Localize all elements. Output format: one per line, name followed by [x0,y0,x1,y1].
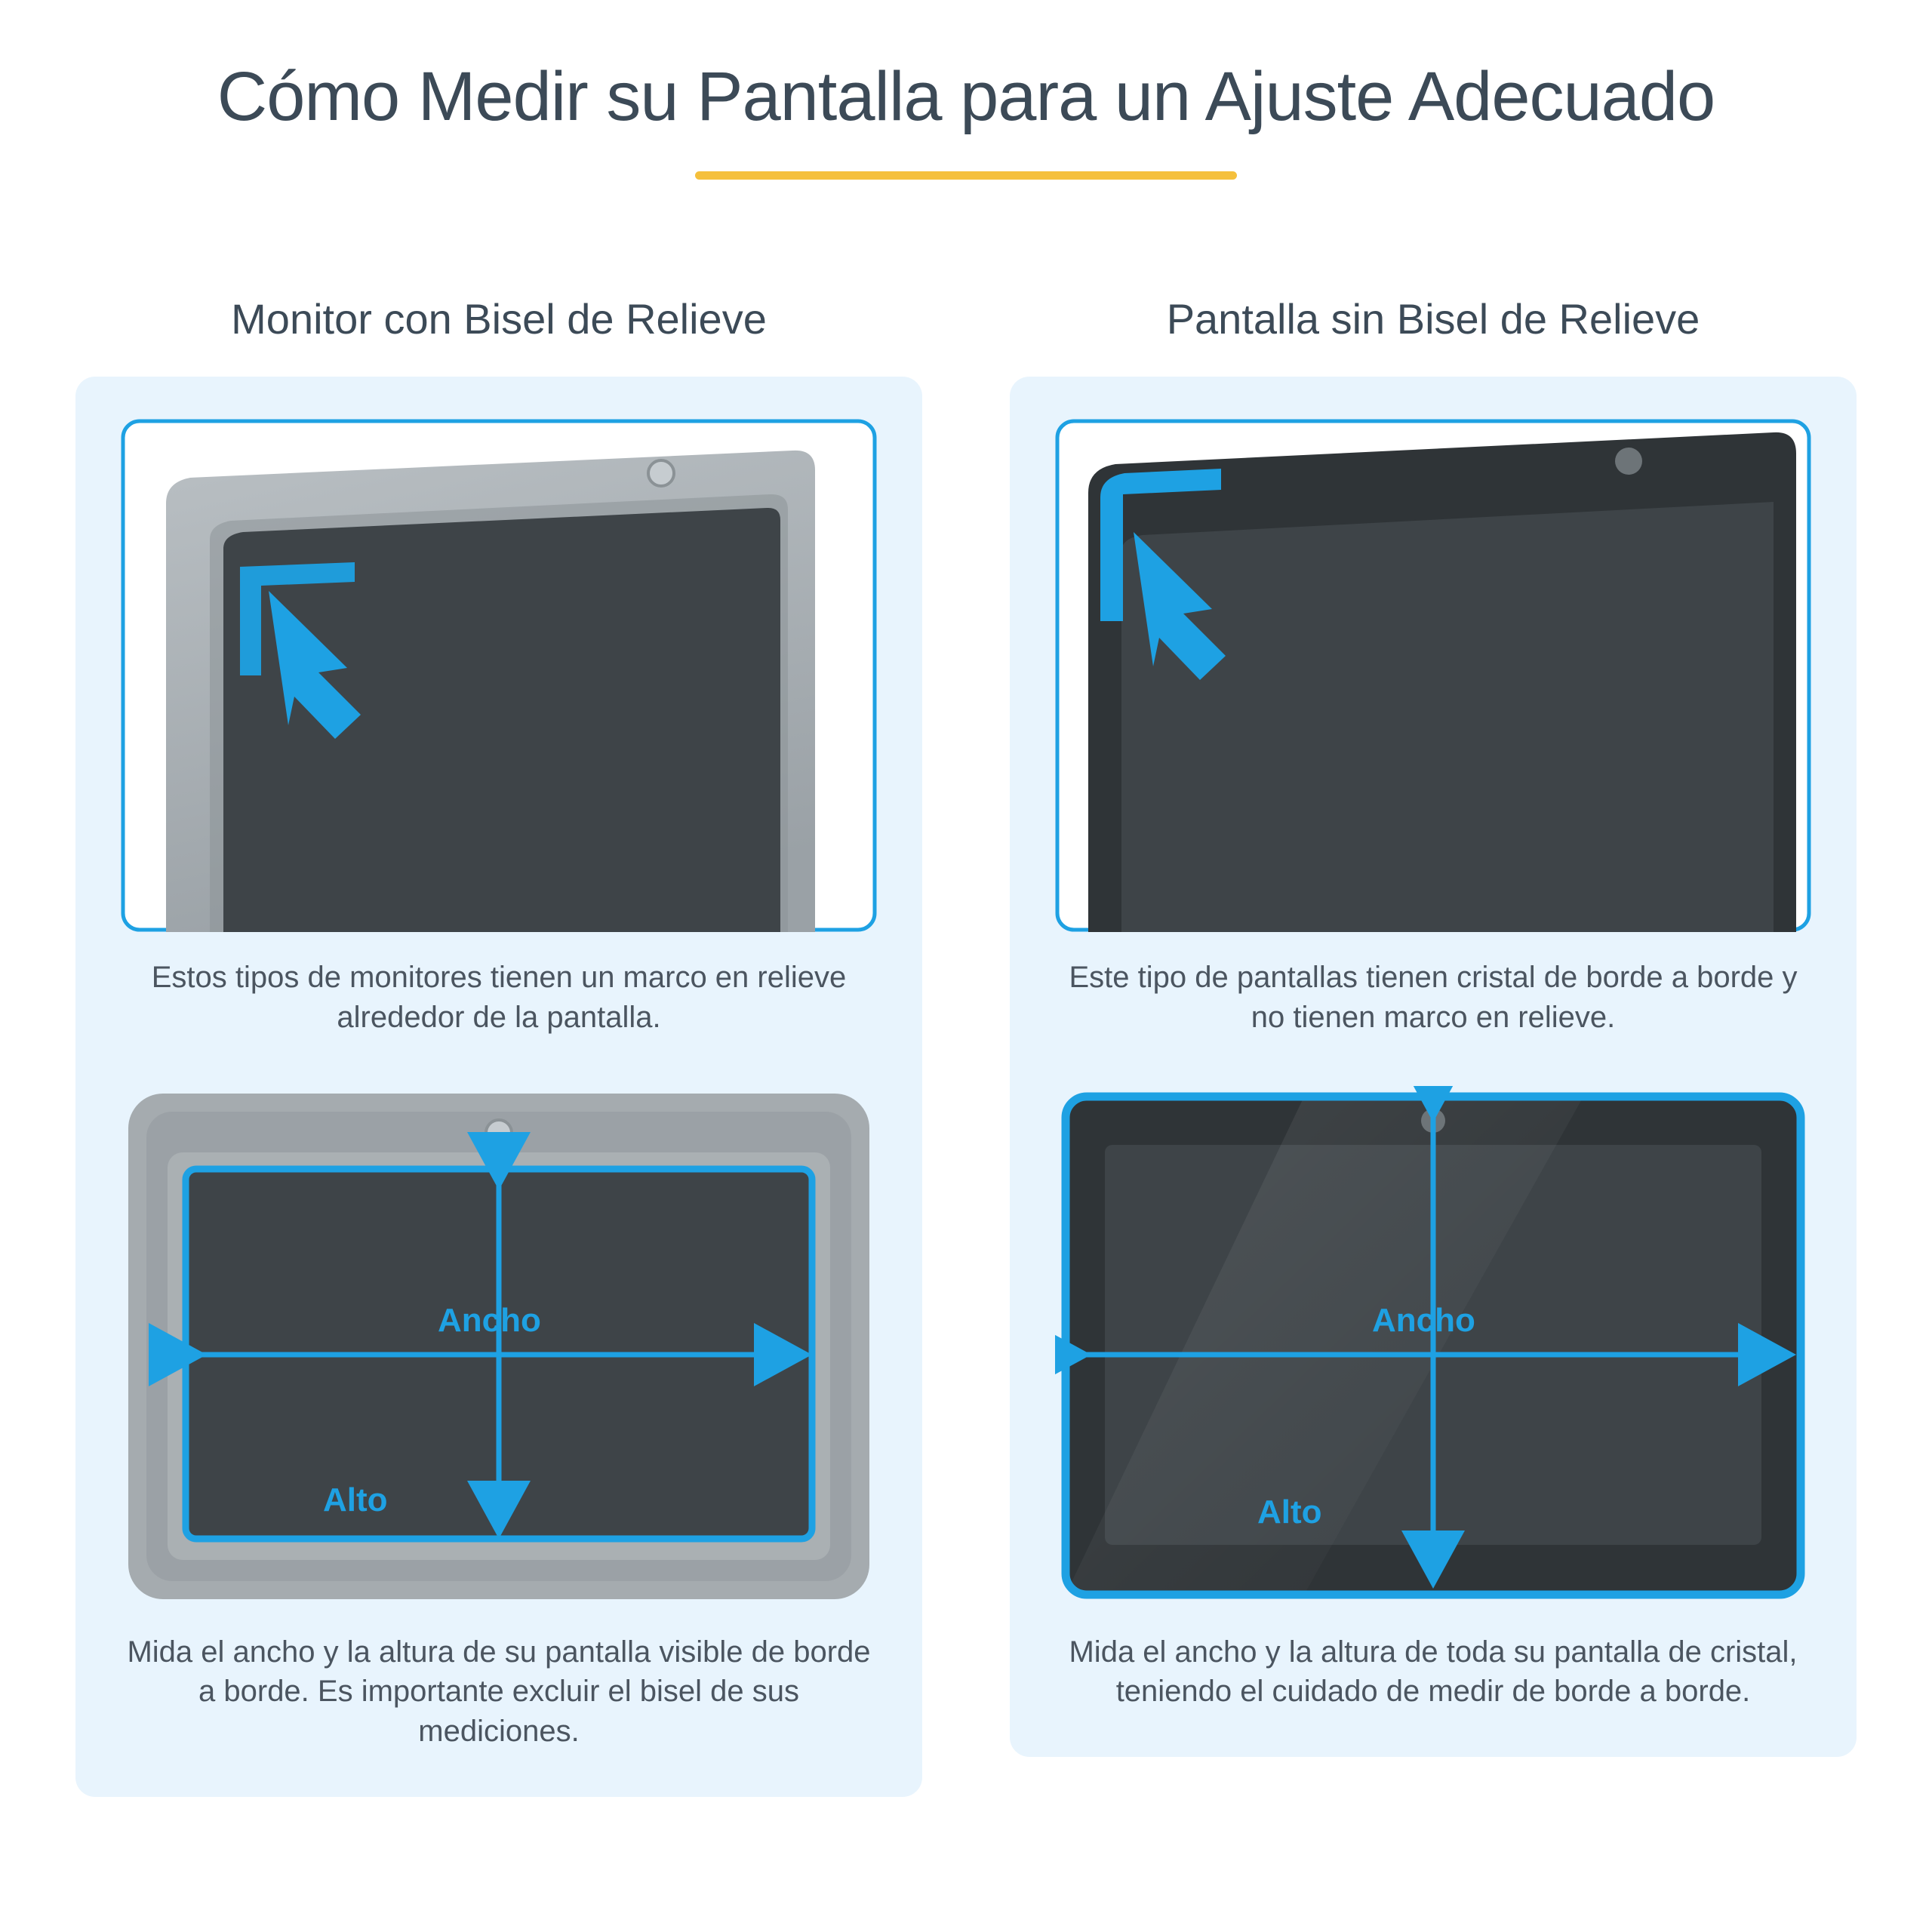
webcam-icon [648,460,674,486]
monitor-screen-area [1121,502,1774,932]
title-underline-rule [695,171,1237,180]
column-title-raised-bezel: Monitor con Bisel de Relieve [231,295,767,343]
caption-raised-bezel-closeup: Estos tipos de monitores tienen un marco en relieve alrededor de la pantalla. [151,961,847,1034]
webcam-icon [486,1120,512,1146]
figure-spacer [1055,1038,1811,1086]
panel-raised-bezel [75,377,922,1797]
page-title: Cómo Medir su Pantalla para un Ajuste Adecuado [217,58,1715,135]
figure-raised-bezel-closeup [121,419,877,932]
caption-edge-to-edge-measure: Mida el ancho y la altura de toda su pantalla de cristal, teniendo el cuidado de medir de borde a borde. [1069,1635,1798,1709]
columns-container [0,294,1932,1797]
header [0,0,1932,180]
height-label: Alto [1257,1493,1322,1531]
figure-spacer [121,1038,877,1086]
height-label: Alto [323,1481,388,1518]
width-label: Ancho [1372,1301,1475,1339]
figure-edge-to-edge-closeup [1055,419,1811,932]
column-title-edge-to-edge: Pantalla sin Bisel de Relieve [1166,295,1700,343]
figure-raised-bezel-measure [121,1086,877,1607]
caption-raised-bezel-measure: Mida el ancho y la altura de su pantalla visible de borde a borde. Es importante excluir el bisel de sus mediciones. [127,1635,871,1749]
width-label: Ancho [438,1301,541,1339]
caption-edge-to-edge-closeup: Este tipo de pantallas tienen cristal de borde a borde y no tienen marco en relieve. [1069,961,1798,1034]
figure-edge-to-edge-measure [1055,1086,1811,1607]
panel-edge-to-edge [1010,377,1857,1757]
column-raised-bezel [75,294,922,1797]
column-edge-to-edge [1010,294,1857,1797]
webcam-icon [1615,448,1642,475]
